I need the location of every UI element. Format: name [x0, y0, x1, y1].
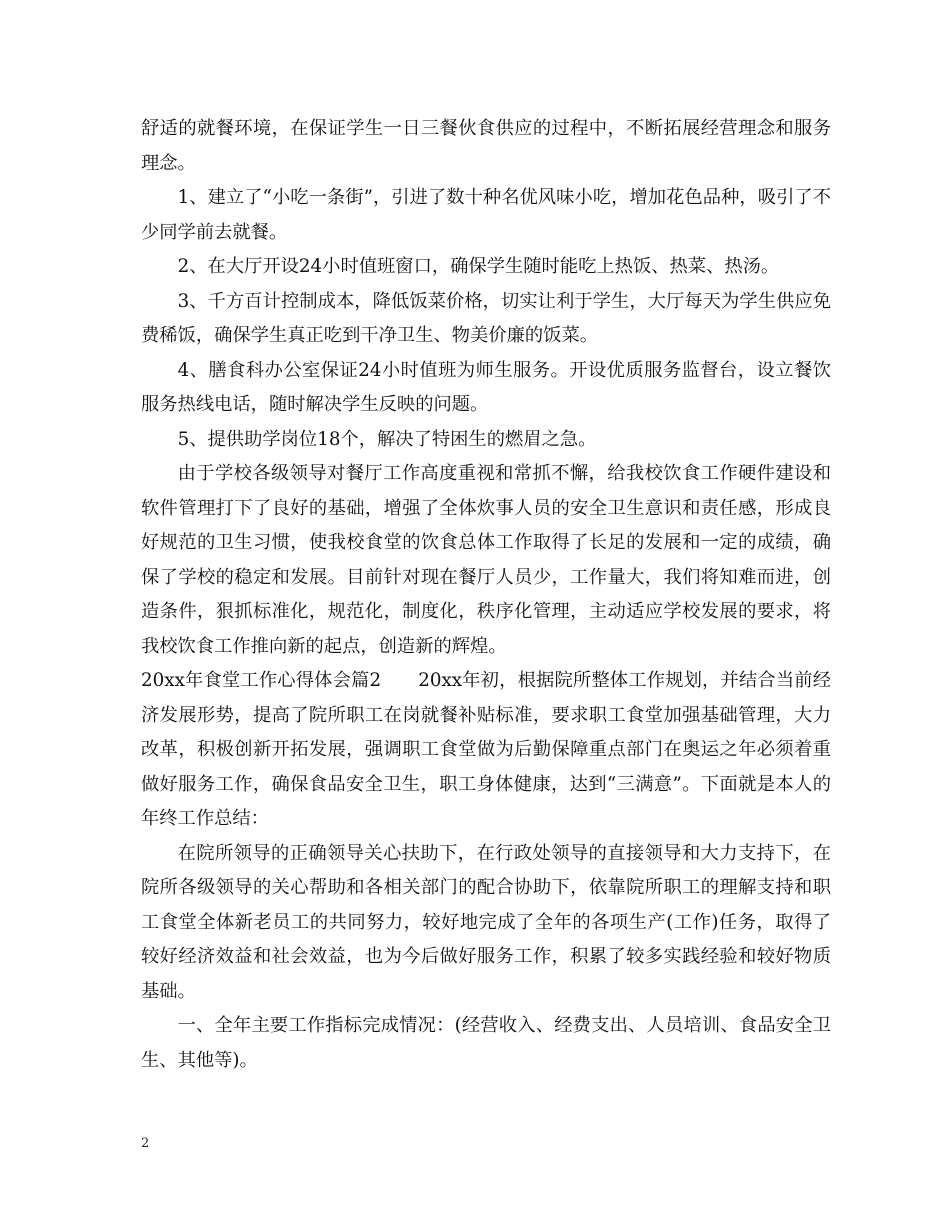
paragraph-4: 3、千方百计控制成本，降低饭菜价格，切实让利于学生，大厅每天为学生供应免费稀饭，确保学生真正吃到干净卫生、物美价廉的饭菜。	[141, 290, 831, 346]
paragraph-7: 由于学校各级领导对餐厅工作高度重视和常抓不懈，给我校饮食工作硬件建设和软件管理打下了良好的基础，增强了全体炊事人员的安全卫生意识和责任感，形成良好规范的卫生习惯，使我校食堂的饮食总体工作取得了长足的发展和一定的成绩，确保了学校的稳定和发展。目前针对现在餐厅人员少，工作量大，我们将知难而进，创造条件，狠抓标准化，规范化，制度化，秩序化管理，主动适应学校发展的要求，将我校饮食工作推向新的起点，创造新的辉煌。	[141, 463, 831, 657]
paragraph-2: 1、建立了“小吃一条街”，引进了数十种名优风味小吃，增加花色品种，吸引了不少同学前去就餐。	[141, 187, 831, 243]
paragraph-1: 舒适的就餐环境，在保证学生一日三餐伙食供应的过程中，不断拓展经营理念和服务理念。	[141, 118, 831, 174]
paragraph-5: 4、膳食科办公室保证24小时值班为师生服务。开设优质服务监督台，设立餐饮服务热线电话，随时解决学生反映的问题。	[141, 359, 831, 415]
paragraph-8: 20xx年食堂工作心得体会篇2 20xx年初，根据院所整体工作规划，并结合当前经济发展形势，提高了院所职工在岗就餐补贴标准，要求职工食堂加强基础管理，大力改革，积极创新开拓发展，强调职工食堂做为后勤保障重点部门在奥运之年必须着重做好服务工作，确保食品安全卫生，职工身体健康，达到“三满意”。下面就是本人的年终工作总结：	[141, 670, 831, 829]
page-number: 2	[141, 1136, 150, 1151]
paragraph-3: 2、在大厅开设24小时值班窗口，确保学生随时能吃上热饭、热菜、热汤。	[177, 256, 780, 277]
paragraph-9: 在院所领导的正确领导关心扶助下，在行政处领导的直接领导和大力支持下，在院所各级领导的关心帮助和各相关部门的配合协助下，依靠院所职工的理解支持和职工食堂全体新老员工的共同努力，较好地完成了全年的各项生产(工作)任务，取得了较好经济效益和社会效益，也为今后做好服务工作，积累了较多实践经验和较好物质基础。	[141, 842, 831, 1002]
paragraph-6: 5、提供助学岗位18个，解决了特困生的燃眉之急。	[177, 428, 597, 450]
paragraph-10: 一、全年主要工作指标完成情况：(经营收入、经费支出、人员培训、食品安全卫生、其他等)。	[141, 1015, 831, 1071]
document-body	[141, 112, 831, 1078]
